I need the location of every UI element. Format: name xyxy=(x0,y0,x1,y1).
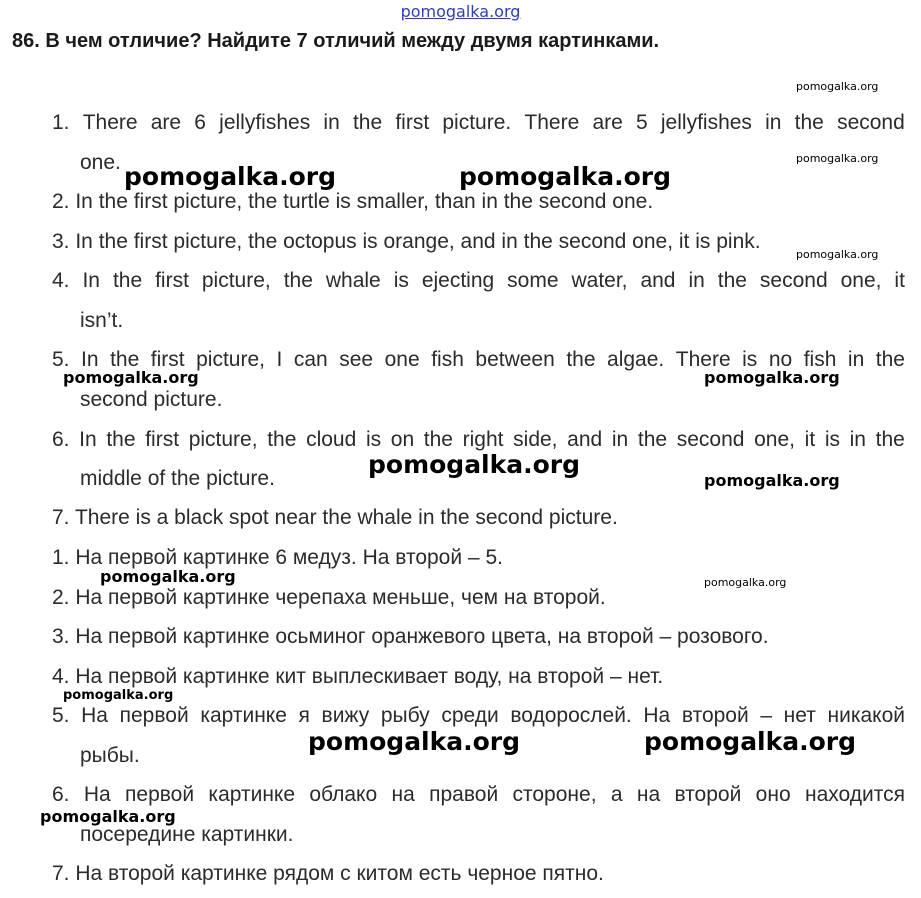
word: first xyxy=(395,111,430,134)
word: it xyxy=(894,269,905,292)
watermark: pomogalka.org xyxy=(308,727,521,756)
word: рыбу xyxy=(380,704,430,727)
word: the xyxy=(112,269,143,292)
word: one xyxy=(384,348,420,371)
word: in xyxy=(765,111,782,134)
watermark: pomogalka.org xyxy=(40,807,176,826)
word: it xyxy=(804,428,816,451)
word: right xyxy=(462,428,504,451)
word: can xyxy=(293,348,328,371)
word: picture, xyxy=(188,428,258,451)
list-item-continuation: посередине картинки. xyxy=(80,823,294,846)
word: никакой xyxy=(827,704,905,727)
word: На xyxy=(643,704,671,727)
word: находится xyxy=(804,783,905,806)
word: 6. xyxy=(52,783,70,806)
word: правой xyxy=(429,783,499,806)
word: the xyxy=(106,428,136,451)
list-item xyxy=(52,703,905,729)
word: first xyxy=(150,348,185,371)
list-item xyxy=(52,110,905,136)
word: first xyxy=(145,428,180,451)
word: второй xyxy=(674,783,742,806)
word: стороне, xyxy=(512,783,597,806)
word: one, xyxy=(754,428,795,451)
word: see xyxy=(339,348,374,371)
word: There xyxy=(524,111,580,134)
watermark: pomogalka.org xyxy=(459,162,672,191)
word: picture. xyxy=(442,111,512,134)
word: in xyxy=(688,269,705,292)
watermark: pomogalka.org xyxy=(124,162,337,191)
word: the xyxy=(875,348,905,371)
watermark: pomogalka.org xyxy=(63,368,199,387)
watermark: pomogalka.org xyxy=(704,576,787,589)
word: the xyxy=(110,348,140,371)
word: оно xyxy=(755,783,791,806)
word: is xyxy=(824,428,840,451)
watermark: pomogalka.org xyxy=(796,152,879,165)
word: second xyxy=(759,269,828,292)
word: is xyxy=(393,269,409,292)
word: картинке xyxy=(200,704,287,727)
word: second xyxy=(837,111,905,134)
list-item-continuation: isn’t. xyxy=(80,309,124,332)
word: первой xyxy=(119,704,189,727)
list-item-continuation: middle of the picture. xyxy=(80,467,275,490)
word: in xyxy=(323,111,340,134)
watermark: pomogalka.org xyxy=(704,368,840,387)
word: in xyxy=(847,348,865,371)
word: я xyxy=(298,704,310,727)
word: 5. xyxy=(52,348,70,371)
list-item xyxy=(52,268,905,294)
word: первой xyxy=(125,783,195,806)
word: fish xyxy=(803,348,837,371)
word: are xyxy=(150,111,182,134)
word: 6 xyxy=(194,111,206,134)
word: In xyxy=(82,269,100,292)
word: На xyxy=(83,783,111,806)
watermark: pomogalka.org xyxy=(796,248,879,261)
list-item: 7. На второй картинке рядом с китом есть черное пятно. xyxy=(52,862,604,885)
word: 5. xyxy=(52,704,70,727)
list-item: 7. There is a black spot near the whale in the second picture. xyxy=(52,506,618,529)
word: water, xyxy=(571,269,628,292)
word: на xyxy=(391,783,415,806)
word: the xyxy=(717,269,747,292)
list-item xyxy=(52,782,905,808)
word: the xyxy=(423,428,453,451)
word: I xyxy=(276,348,283,371)
word: the xyxy=(352,111,383,134)
word: cloud xyxy=(306,428,357,451)
word: 5 xyxy=(636,111,648,134)
list-item-continuation: second picture. xyxy=(80,388,223,411)
word: the xyxy=(267,428,297,451)
word: picture, xyxy=(201,269,271,292)
word: no xyxy=(768,348,793,371)
word: side, xyxy=(513,428,558,451)
word: 4. xyxy=(52,269,70,292)
word: between xyxy=(475,348,555,371)
list-item-continuation: one. xyxy=(80,151,121,174)
top-watermark-link[interactable]: pomogalka.org xyxy=(400,2,521,21)
word: среди xyxy=(441,704,499,727)
word: fish xyxy=(431,348,464,371)
word: на xyxy=(636,783,661,806)
word: is xyxy=(365,428,382,451)
word: нет xyxy=(783,704,816,727)
word: 6. xyxy=(52,428,70,451)
list-item: 2. In the first picture, the turtle is smaller, than in the second one. xyxy=(52,190,654,213)
word: вижу xyxy=(321,704,370,727)
watermark: pomogalka.org xyxy=(63,688,174,703)
word: some xyxy=(507,269,559,292)
word: are xyxy=(592,111,623,134)
word: second xyxy=(676,428,745,451)
word: In xyxy=(79,428,97,451)
word: first xyxy=(155,269,189,292)
watermark: pomogalka.org xyxy=(368,450,581,479)
word: водорослей. xyxy=(510,704,632,727)
watermark: pomogalka.org xyxy=(796,80,879,93)
page-title: 86. В чем отличие? Найдите 7 отличий между двумя картинками. xyxy=(12,30,660,52)
word: There xyxy=(675,348,731,371)
word: the xyxy=(875,428,905,451)
word: is xyxy=(742,348,758,371)
list-item: 2. На первой картинке черепаха меньше, чем на второй. xyxy=(52,586,606,609)
word: облако xyxy=(309,783,378,806)
word: in xyxy=(849,428,866,451)
list-item: 3. In the first picture, the octopus is orange, and in the second one, it is pink. xyxy=(52,230,761,253)
word: one, xyxy=(840,269,882,292)
word: jellyfishes xyxy=(219,111,311,134)
list-item: 1. На первой картинке 6 медуз. На второй – 5. xyxy=(52,546,503,569)
word: algae. xyxy=(607,348,665,371)
word: – xyxy=(760,704,773,727)
list-item: 4. На первой картинке кит выплескивает воду, на второй – нет. xyxy=(52,665,664,688)
word: а xyxy=(610,783,623,806)
word: the xyxy=(566,348,596,371)
word: the xyxy=(283,269,313,292)
list-item-continuation: рыбы. xyxy=(80,744,140,767)
list-item: 3. На первой картинке осьминог оранжевого цвета, на второй – розового. xyxy=(52,625,769,648)
word: jellyfishes xyxy=(660,111,752,134)
word: второй xyxy=(681,704,749,727)
word: There xyxy=(82,111,138,134)
word: and xyxy=(567,428,603,451)
word: on xyxy=(390,428,415,451)
word: картинке xyxy=(208,783,296,806)
word: in xyxy=(611,428,629,451)
word: and xyxy=(640,269,676,292)
watermark: pomogalka.org xyxy=(100,567,236,586)
watermark: pomogalka.org xyxy=(704,471,840,490)
word: picture, xyxy=(196,348,265,371)
word: 1. xyxy=(52,111,70,134)
word: ejecting xyxy=(421,269,495,292)
word: На xyxy=(81,704,108,727)
word: whale xyxy=(325,269,381,292)
watermark: pomogalka.org xyxy=(644,727,857,756)
word: the xyxy=(794,111,824,134)
word: In xyxy=(81,348,99,371)
word: the xyxy=(637,428,668,451)
